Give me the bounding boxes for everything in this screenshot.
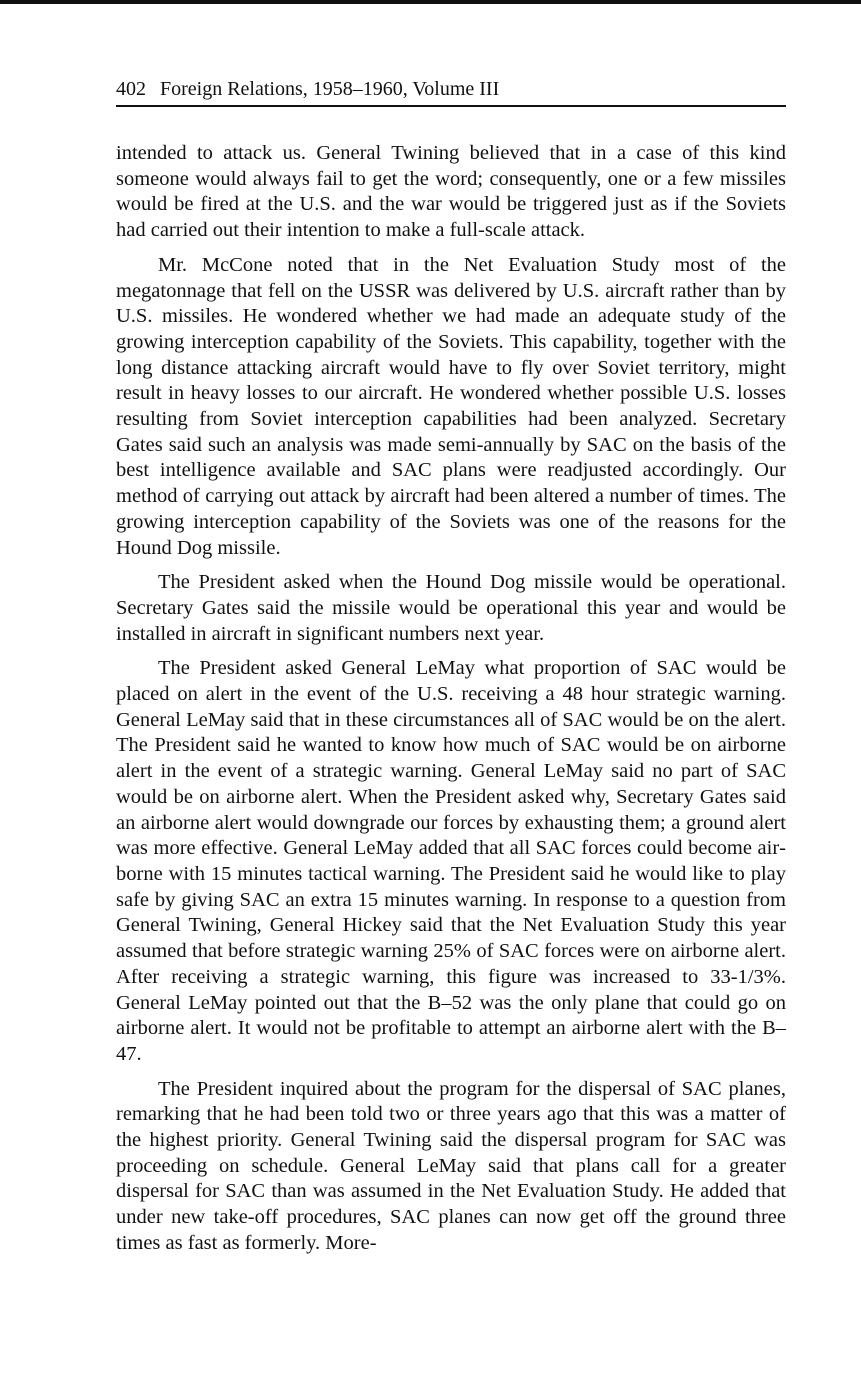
paragraph-continued: intended to attack us. General Twining believed that in a case of this kind someone would always fail to get the word; consequently, one or a few missiles would be fired at the U.S. and the war would be triggered just as if the Soviets had carried out their intention to make a full-scale attack. xyxy=(116,142,786,242)
paragraph-mccone: Mr. McCone noted that in the Net Evaluation Study most of the megatonnage that fell on the USSR was delivered by U.S. aircraft rather than by U.S. missiles. He wondered whether we had made an adequate study of the growing interception capability of the Soviets. This capability, together with the long distance attacking aircraft would have to fly over Soviet territory, might result in heavy losses to our aircraft. He wondered whether possible U.S. losses resulting from Soviet interception capabilities had been analyzed. Secretary Gates said such an analysis was made semi-annually by SAC on the basis of the best intelligence available and SAC plans were readjusted accordingly. Our method of carrying out attack by aircraft had been altered a number of times. The growing interception capability of the Soviets was one of the reasons for the Hound Dog missile. xyxy=(116,253,786,559)
header-rule xyxy=(116,105,786,107)
paragraph-airborne-alert: The President asked General LeMay what proportion of SAC would be placed on alert in the event of the U.S. receiving a 48 hour strategic warning. General LeMay said that in these circumstances all of SAC would be on the alert. The President said he wanted to know how much of SAC would be on airborne alert in the event of a strategic warning. General LeMay said no part of SAC would be on airborne alert. When the President asked why, Secretary Gates said an airborne alert would downgrade our forces by exhausting them; a ground alert was more effective. General LeMay added that all SAC forces could become airborne with 15 minutes tactical warning. The President said he would like to play safe by giving SAC an extra 15 minutes warning. In response to a question from General Twining, General Hickey said that the Net Evaluation Study this year assumed that before strategic warning 25% of SAC forces were on airborne alert. After receiving a strategic warning, this figure was increased to 33-1/3%. General LeMay pointed out that the B–52 was the only plane that could go on airborne alert. It would not be profitable to attempt an airborne alert with the B–47. xyxy=(116,657,786,1065)
page-number: 402 xyxy=(116,78,146,100)
paragraph-hound-dog: The President asked when the Hound Dog missile would be operational. Secretary Gates said the missile would be operational this year and would be installed in aircraft in significant numbers next year. xyxy=(116,571,786,645)
scan-top-edge xyxy=(0,0,861,4)
body-text xyxy=(116,141,786,1266)
paragraph-dispersal: The President inquired about the program for the dispersal of SAC planes, remarking that he had been told two or three years ago that this was a matter of the highest priority. General Twining said the dispersal program for SAC was proceeding on schedule. General LeMay said that plans call for a greater dispersal for SAC than was assumed in the Net Evaluation Study. He added that under new take-off procedures, SAC planes can now get off the ground three times as fast as formerly. More- xyxy=(116,1077,786,1254)
running-title: Foreign Relations, 1958–1960, Volume III xyxy=(160,78,500,100)
running-header xyxy=(116,76,786,102)
